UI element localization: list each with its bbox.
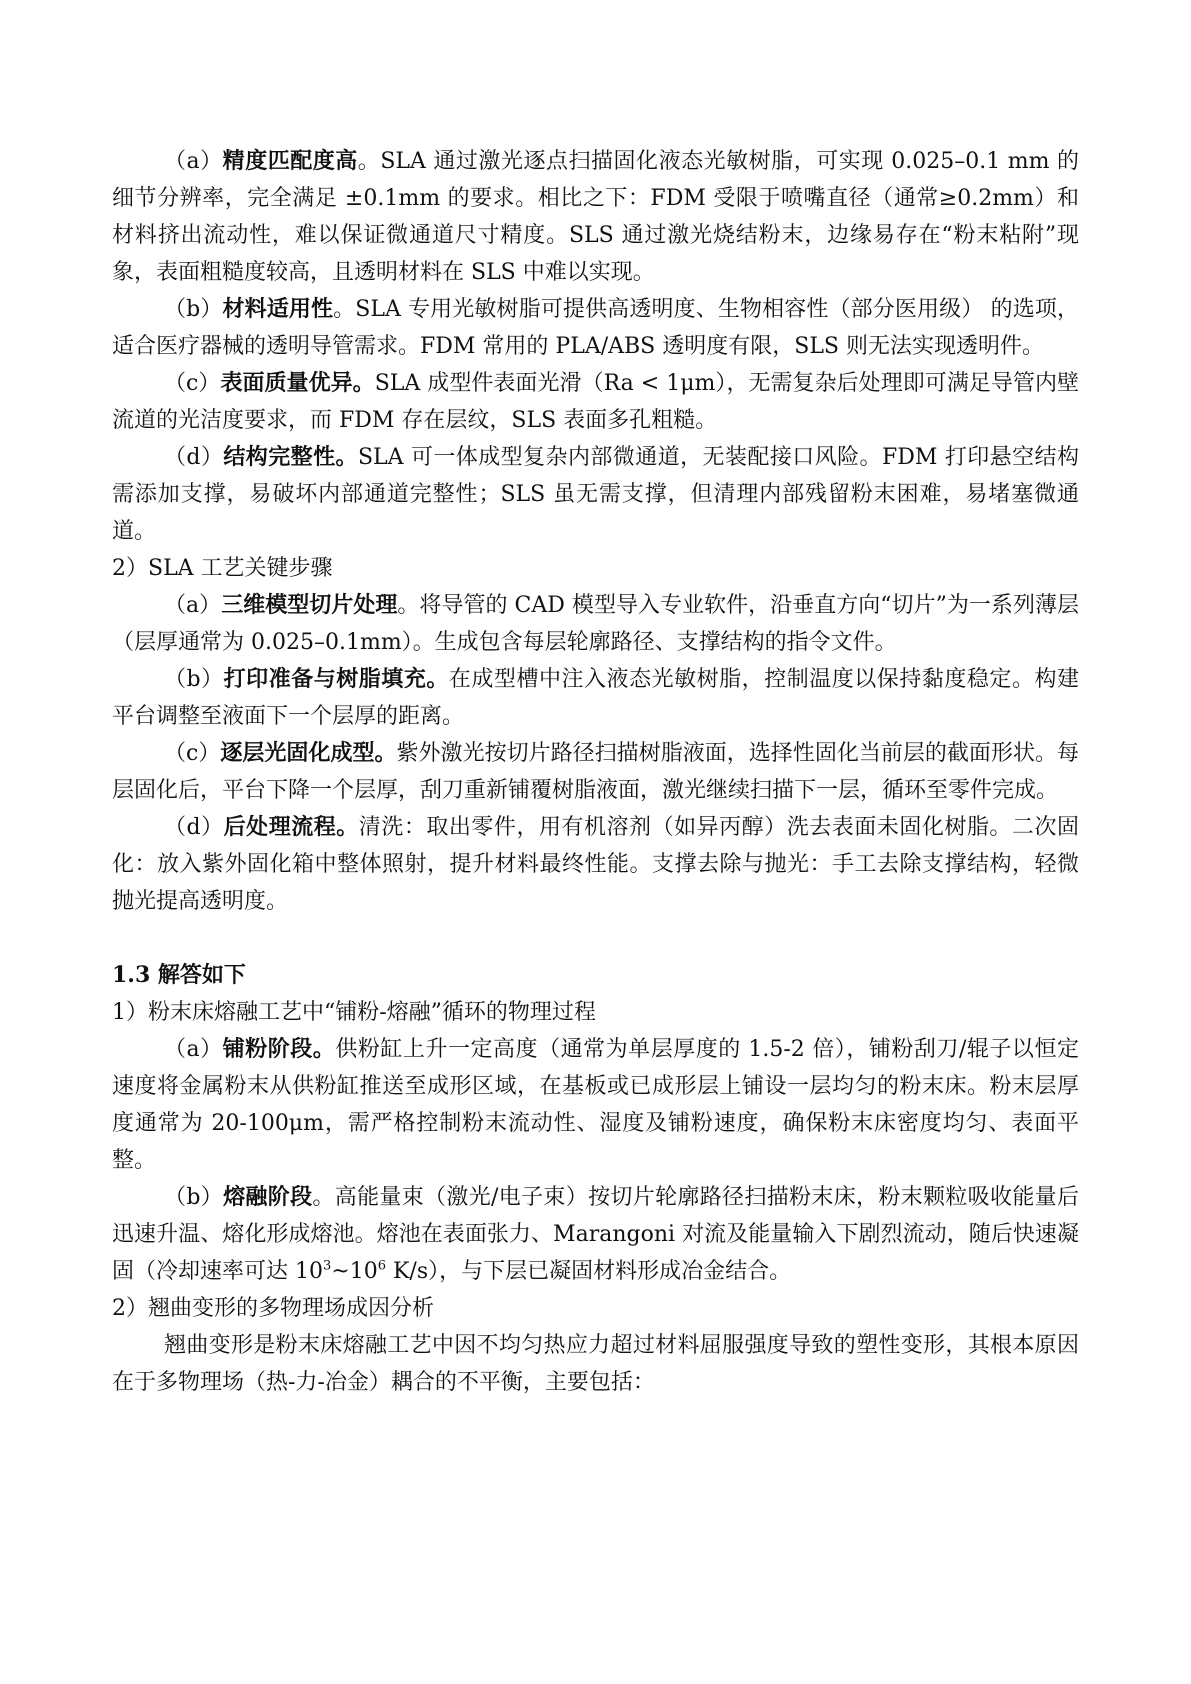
sla-step-a: （a）三维模型切片处理。将导管的 CAD 模型导入专业软件，沿垂直方向“切片”为一系列薄层（层厚通常为 0.025–0.1mm）。生成包含每层轮廓路径、支撑结构的指令文件。 [112, 592, 1079, 655]
bold-term: 逐层光固化成型。 [220, 740, 397, 766]
bold-term: 三维模型切片处理 [221, 592, 398, 618]
subheading-warping: 2）翘曲变形的多物理场成因分析 [112, 1296, 434, 1321]
section-title: 1.3 解答如下 [112, 962, 246, 988]
bold-term: 后处理流程。 [223, 814, 359, 840]
superscript: 6 [377, 1258, 386, 1274]
powder-spreading-stage: （a）铺粉阶段。供粉缸上升一定高度（通常为单层厚度的 1.5-2 倍），铺粉刮刀/辊子以恒定速度将金属粉末从供粉缸推送至成形区域，在基板或已成形层上铺设一层均匀的粉末床。粉末层厚度通常为 20-100μm，需严格控制粉末流动性、湿度及铺粉速度，确保粉末床密度均匀、表面平整。 [112, 1036, 1079, 1173]
sla-advantage-d: （d）结构完整性。SLA 可一体成型复杂内部微通道，无装配接口风险。FDM 打印悬空结构需添加支撑，易破坏内部通道完整性；SLS 虽无需支撑，但清理内部残留粉末困难，易堵塞微通道。 [112, 444, 1079, 544]
sla-step-d: （d）后处理流程。清洗：取出零件，用有机溶剂（如异丙醇）洗去表面未固化树脂。二次固化：放入紫外固化箱中整体照射，提升材料最终性能。支撑去除与抛光：手工去除支撑结构，轻微抛光提高透明度。 [112, 814, 1079, 914]
bold-term: 材料适用性 [222, 296, 334, 322]
sla-advantage-b: （b）材料适用性。SLA 专用光敏树脂可提供高透明度、生物相容性（部分医用级） 的选项，适合医疗器械的透明导管需求。FDM 常用的 PLA/ABS 透明度有限，SLS 则无法实现透明件。 [112, 296, 1079, 359]
melting-stage: （b）熔融阶段。高能量束（激光/电子束）按切片轮廓路径扫描粉末床，粉末颗粒吸收能量后迅速升温、熔化形成熔池。熔池在表面张力、Marangoni 对流及能量输入下剧烈流动，随后快速凝固（冷却速率可达 $10^3\sim 10^6$ K/s），与下层已凝固材料形成冶金结合。 [112, 1184, 1079, 1284]
sla-step-b: （b）打印准备与树脂填充。在成型槽中注入液态光敏树脂，控制温度以保持黏度稳定。构建平台调整至液面下一个层厚的距离。 [112, 666, 1079, 729]
bold-term: 打印准备与树脂填充。 [223, 666, 449, 692]
bold-term: 结构完整性。 [223, 444, 358, 470]
sla-steps-heading: 2）SLA 工艺关键步骤 [112, 556, 333, 581]
bold-term: 熔融阶段 [223, 1184, 313, 1210]
sla-advantage-c: （c）表面质量优异。SLA 成型件表面光滑（Ra < 1μm），无需复杂后处理即可满足导管内壁流道的光洁度要求，而 FDM 存在层纹，SLS 表面多孔粗糙。 [112, 370, 1079, 433]
warping-paragraph: 翘曲变形是粉末床熔融工艺中因不均匀热应力超过材料屈服强度导致的塑性变形，其根本原因在于多物理场（热-力-冶金）耦合的不平衡，主要包括： [112, 1333, 1079, 1395]
sla-step-c: （c）逐层光固化成型。紫外激光按切片路径扫描树脂液面，选择性固化当前层的截面形状。每层固化后，平台下降一个层厚，刮刀重新铺覆树脂液面，激光继续扫描下一层，循环至零件完成。 [112, 740, 1079, 803]
bold-term: 铺粉阶段。 [222, 1036, 336, 1062]
superscript: 3 [323, 1258, 332, 1274]
sla-advantage-a: （a）精度匹配度高。SLA 通过激光逐点扫描固化液态光敏树脂，可实现 0.025–0.1 mm 的细节分辨率，完全满足 ±0.1mm 的要求。相比之下：FDM 受限于喷嘴直径（通常≥0.2mm）和材料挤出流动性，难以保证微通道尺寸精度。SLS 通过激光烧结粉末，边缘易存在“粉末粘附”现象，表面粗糙度较高，且透明材料在 SLS 中难以实现。 [112, 148, 1079, 285]
subheading-powder-bed: 1）粉末床熔融工艺中“铺粉-熔融”循环的物理过程 [112, 1000, 596, 1025]
bold-term: 精度匹配度高 [222, 148, 358, 174]
section-gap [112, 920, 1079, 957]
bold-term: 表面质量优异。 [220, 370, 375, 396]
